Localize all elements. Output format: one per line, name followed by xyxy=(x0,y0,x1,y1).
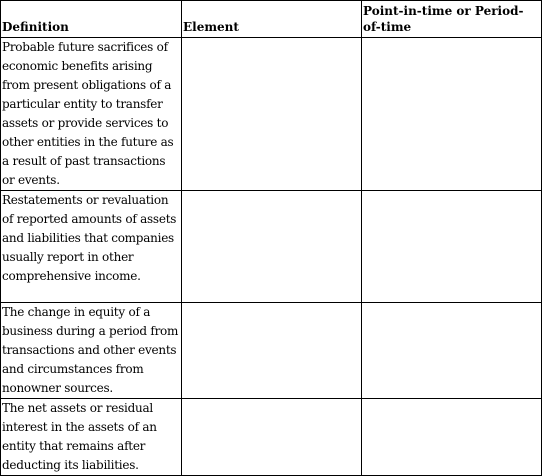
definition-cell xyxy=(1,38,182,191)
table-row xyxy=(1,191,542,303)
header-row xyxy=(1,1,542,38)
element-cell[interactable] xyxy=(182,303,362,399)
timing-cell[interactable] xyxy=(362,38,542,191)
header-element: Element xyxy=(182,1,362,38)
definition-cell xyxy=(1,399,182,476)
element-cell[interactable] xyxy=(182,191,362,303)
definition-text: The net assets or residual interest in the assets of an entity that remains after deducting its liabilities. xyxy=(2,401,157,472)
element-cell[interactable] xyxy=(182,399,362,476)
definition-text: Probable future sacrifices of economic benefits arising from present obligations of a particular entity to transfer assets or provide services to other entities in the future as a result of past transactions or events. xyxy=(2,40,174,187)
definition-cell xyxy=(1,191,182,303)
header-definition: Definition xyxy=(1,1,182,38)
element-cell[interactable] xyxy=(182,38,362,191)
timing-cell[interactable] xyxy=(362,303,542,399)
definition-cell xyxy=(1,303,182,399)
table-row xyxy=(1,38,542,191)
table-row xyxy=(1,399,542,476)
timing-cell[interactable] xyxy=(362,399,542,476)
table-row xyxy=(1,303,542,399)
timing-cell[interactable] xyxy=(362,191,542,303)
header-timing: Point-in-time or Period-of-time xyxy=(362,1,542,38)
definition-text: Restatements or revaluation of reported amounts of assets and liabilities that companies usually report in other comprehensive income. xyxy=(2,193,177,283)
definition-text: The change in equity of a business during a period from transactions and other events and circumstances from nonowner sources. xyxy=(2,305,179,395)
